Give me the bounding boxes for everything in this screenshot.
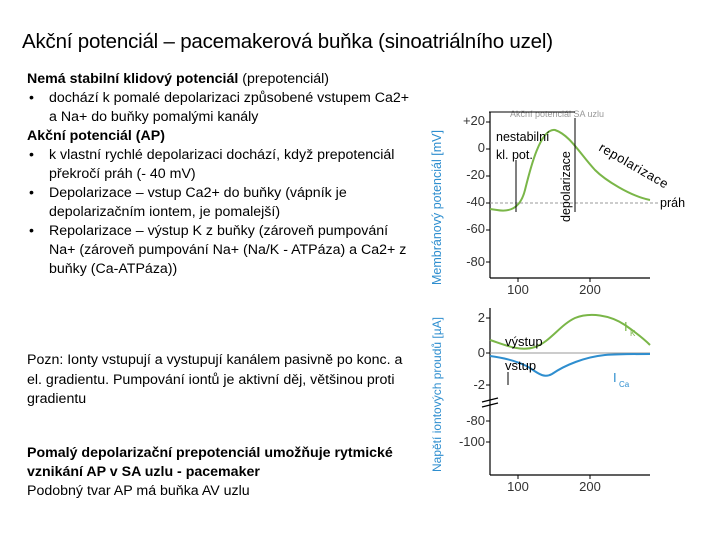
- bottom-xtick-label: 200: [579, 479, 601, 494]
- label-repolarizace: repolarizace: [596, 139, 672, 192]
- top-ytick-label: -20: [466, 167, 485, 182]
- top-xtick-label: 100: [507, 282, 529, 297]
- heading-2: Akční potenciál (AP): [27, 128, 165, 144]
- top-ytick-label: 0: [477, 140, 485, 155]
- page-title: Akční potenciál – pacemakerová buňka (sinoatriálního uzel): [22, 30, 553, 53]
- bullet-1: • dochází k pomalé depolarizaci způsobené vstupem Ca2+ a Na+ do buňky pomalými kanály: [29, 90, 410, 125]
- top-ytick-label: +20: [462, 113, 485, 128]
- label-vystup: výstup: [505, 334, 543, 349]
- bullet-2: • k vlastní rychlé depolarizaci dochází, když prepotenciál překročí práh (- 40 mV): [29, 147, 395, 182]
- bottom-ytick-label: 2: [477, 310, 485, 325]
- label-nestabilni: nestabilní: [496, 130, 550, 144]
- bullet-4: • Repolarizace – výstup K z buňky (zároveň pumpování Na+ (zároveň pumpování Na+ (Na/K - ATPáza) a Ca2+ z buňky (Ca-ATPáza)): [29, 223, 407, 277]
- label-ik: I: [624, 319, 628, 334]
- top-xtick-label: 200: [579, 282, 601, 297]
- label-ica-sub: Ca: [619, 380, 630, 389]
- bottom-ytick-label: 0: [477, 345, 485, 360]
- label-kl-pot: kl. pot.: [496, 148, 533, 162]
- label-ik-sub: K: [630, 329, 636, 338]
- top-ytick-label: -80: [466, 254, 485, 269]
- label-ica: I: [613, 370, 617, 385]
- top-ytick-label: -60: [466, 221, 485, 236]
- label-prah: práh: [660, 196, 686, 210]
- bottom-ytick-label: -2: [473, 377, 485, 392]
- heading-1-bold: Nemá stabilní klidový potenciál: [27, 71, 239, 87]
- heading-1-rest: (prepotenciál): [238, 71, 329, 87]
- label-depolarizace: depolarizace: [559, 151, 573, 222]
- bottom-ytick-label: -100: [458, 434, 485, 449]
- bottom-xtick-label: 100: [507, 479, 529, 494]
- bullet-3: • Depolarizace – vstup Ca2+ do buňky (vápník je depolarizačním iontem, je pomalejší): [29, 185, 347, 220]
- bottom-line-1: Pomalý depolarizační prepotenciál umožňuje rytmické vznikání AP v SA uzlu - pacemaker: [27, 445, 393, 480]
- top-chart-title: Akční potenciál SA uzlu: [510, 109, 605, 119]
- note-text: Pozn: Ionty vstupují a vystupují kanálem pasivně po konc. a el. gradientu. Pumpování iontů je aktivní děj, většinou proti gradientu: [27, 352, 403, 407]
- bottom-ytick-label: -80: [466, 413, 485, 428]
- label-vstup: vstup: [505, 358, 537, 373]
- bottom-y-axis-label: Napětí iontových proudů [µA]: [430, 316, 444, 472]
- top-ytick-label: -40: [466, 194, 485, 209]
- bottom-line-2: Podobný tvar AP má buňka AV uzlu: [27, 483, 250, 499]
- top-y-axis-label: Membránový potenciál [mV]: [430, 130, 444, 285]
